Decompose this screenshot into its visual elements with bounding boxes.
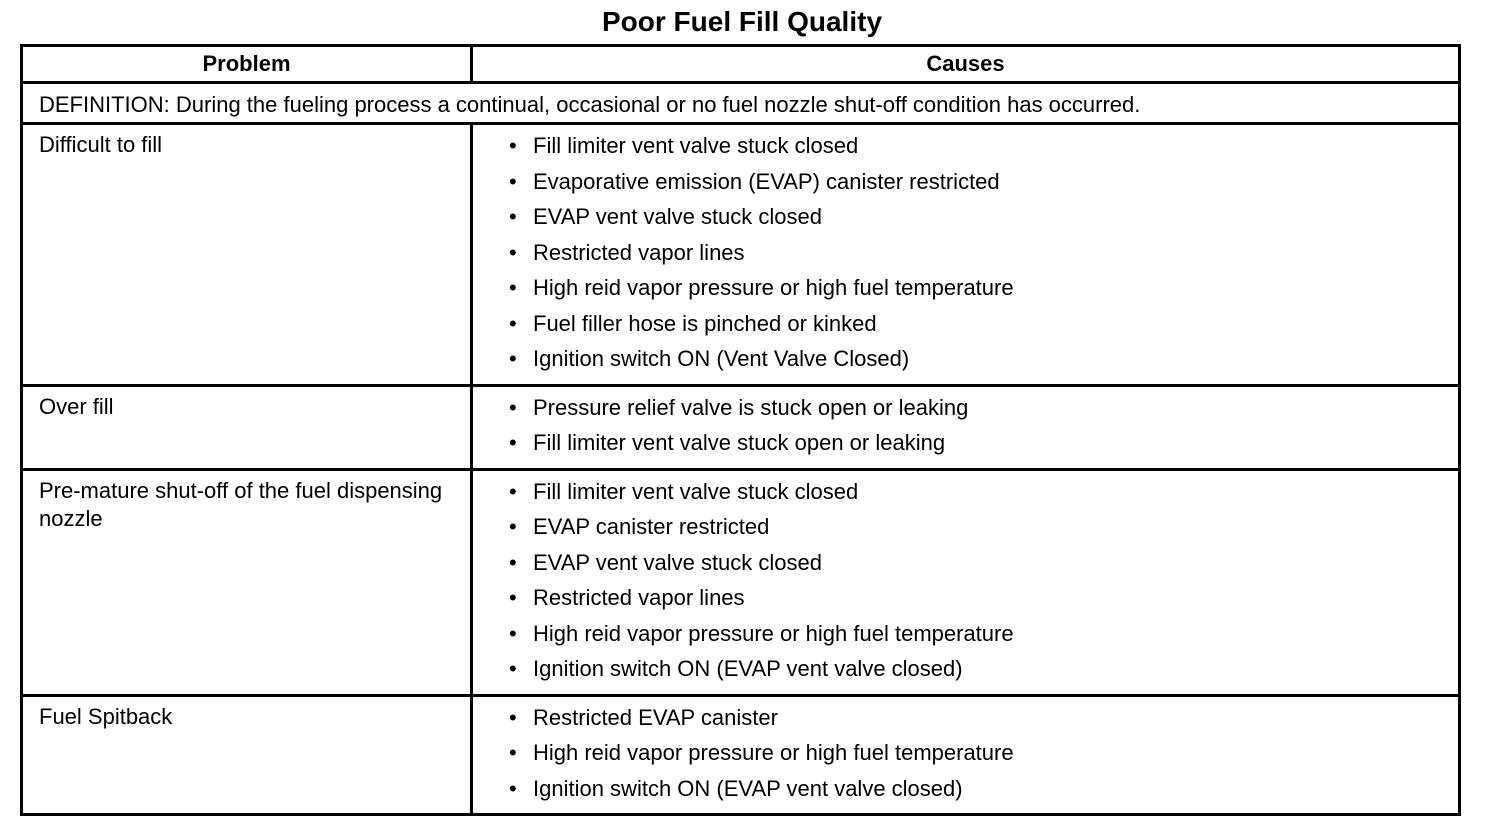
problem-header: Problem bbox=[22, 46, 472, 83]
cause-item: • High reid vapor pressure or high fuel temperature bbox=[509, 273, 1458, 309]
table-row bbox=[22, 695, 1460, 815]
problem-cell: Pre-mature shut-off of the fuel dispensing nozzle bbox=[22, 469, 472, 695]
cause-item: • High reid vapor pressure or high fuel temperature bbox=[509, 619, 1458, 655]
table-row bbox=[22, 385, 1460, 469]
cause-item: • Evaporative emission (EVAP) canister restricted bbox=[509, 167, 1458, 203]
cause-item: • Pressure relief valve is stuck open or leaking bbox=[509, 393, 1458, 429]
page-title: Poor Fuel Fill Quality bbox=[601, 6, 883, 37]
cause-item: • EVAP vent valve stuck closed bbox=[509, 548, 1458, 584]
causes-list bbox=[509, 393, 1458, 464]
cause-item: • Restricted vapor lines bbox=[509, 238, 1458, 274]
diagnostic-table bbox=[20, 44, 1461, 816]
definition-text: DEFINITION: During the fueling process a continual, occasional or no fuel nozzle shut-off condition has occurred. bbox=[22, 83, 1460, 124]
table-row bbox=[22, 124, 1460, 386]
cause-item: • Ignition switch ON (EVAP vent valve closed) bbox=[509, 774, 1458, 810]
cause-item: • EVAP canister restricted bbox=[509, 512, 1458, 548]
cause-item: • Restricted vapor lines bbox=[509, 583, 1458, 619]
problem-cell: Over fill bbox=[22, 385, 472, 469]
problem-cell: Fuel Spitback bbox=[22, 695, 472, 815]
cause-item: • Ignition switch ON (Vent Valve Closed) bbox=[509, 344, 1458, 380]
definition-row bbox=[22, 83, 1460, 124]
causes-header: Causes bbox=[472, 46, 1460, 83]
causes-cell bbox=[472, 385, 1460, 469]
cause-item: • EVAP vent valve stuck closed bbox=[509, 202, 1458, 238]
causes-cell bbox=[472, 124, 1460, 386]
causes-cell bbox=[472, 469, 1460, 695]
cause-item: • Fuel filler hose is pinched or kinked bbox=[509, 309, 1458, 345]
causes-list bbox=[509, 703, 1458, 810]
cause-item: • Restricted EVAP canister bbox=[509, 703, 1458, 739]
header-row bbox=[22, 46, 1460, 83]
problem-cell: Difficult to fill bbox=[22, 124, 472, 386]
table-row bbox=[22, 469, 1460, 695]
causes-cell bbox=[472, 695, 1460, 815]
cause-item: • Fill limiter vent valve stuck closed bbox=[509, 477, 1458, 513]
cause-item: • Ignition switch ON (EVAP vent valve closed) bbox=[509, 654, 1458, 690]
cause-item: • Fill limiter vent valve stuck closed bbox=[509, 131, 1458, 167]
causes-list bbox=[509, 131, 1458, 380]
cause-item: • High reid vapor pressure or high fuel temperature bbox=[509, 738, 1458, 774]
causes-list bbox=[509, 477, 1458, 690]
cause-item: • Fill limiter vent valve stuck open or leaking bbox=[509, 428, 1458, 464]
